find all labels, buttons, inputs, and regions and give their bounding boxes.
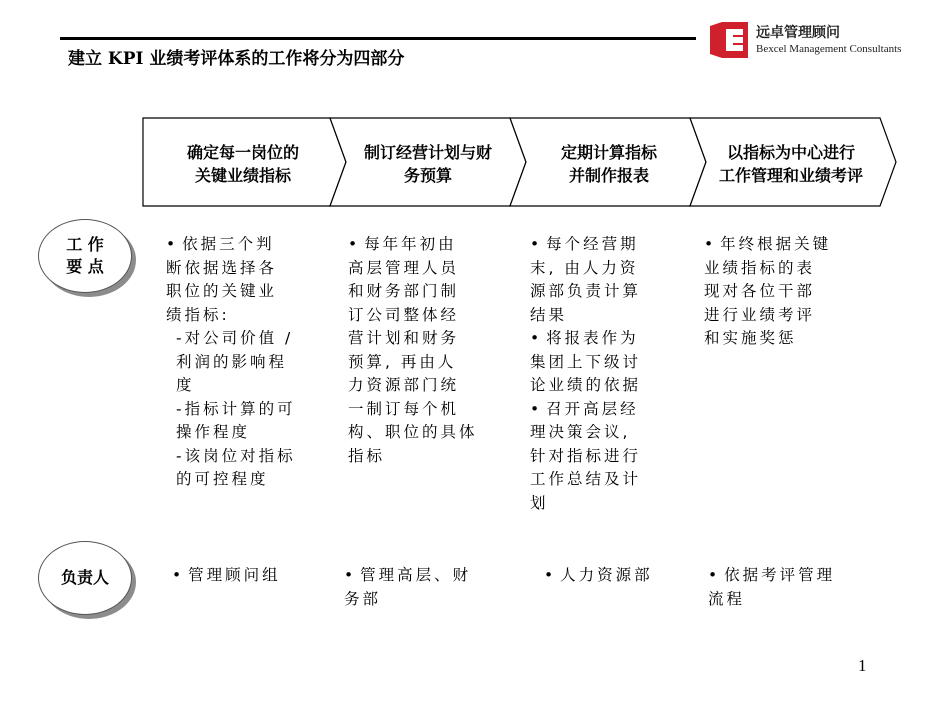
logo-english-name: Bexcel Management Consultants [756,43,902,55]
step-4-label: 以指标为中心进行 工作管理和业绩考评 [718,143,863,185]
owner-step-3: • 人力资源部 [544,564,653,588]
owner-step-2: • 管理高层、财 务部 [344,564,471,611]
row-label-owner: 负责人 [38,541,132,615]
work-points-step-2: • 每年年初由 高层管理人员 和财务部门制 订公司整体经 营计划和财务 预算, 再由人 力资源部门统 一制订每个机 构、职位的具体 指标 [348,233,478,468]
work-points-step-4: • 年终根据关键 业绩指标的表 现对各位干部 进行业绩考评 和实施奖惩 [704,233,831,351]
row-label-work-points: 工 作 要 点 [38,219,132,293]
step-1-label: 确定每一岗位的 关键业绩指标 [186,143,299,185]
page-number: 1 [858,656,867,675]
owner-step-1: • 管理顾问组 [172,564,281,588]
work-points-step-1: • 依据三个判 断依据选择各 职位的关键业 绩指标: -对公司价值 / 利润的影响程 度 -指标计算的可 操作程度 -该岗位对指标 的可控程度 [166,233,296,492]
work-points-step-3: • 每个经营期 末, 由人力资 源部负责计算 结果 • 将报表作为 集团上下级讨 论业绩的依据 • 召开高层经 理决策会议, 针对指标进行 工作总结及计 划 [530,233,641,515]
slide-title: 建立 KPI 业绩考评体系的工作将分为四部分 [68,49,405,69]
owner-step-4: • 依据考评管理 流程 [708,564,835,611]
step-2-label: 制订经营计划与财 务预算 [363,143,492,185]
logo-chinese-name: 远卓管理顾问 [756,25,840,41]
step-3-label: 定期计算指标 并制作报表 [560,143,657,185]
